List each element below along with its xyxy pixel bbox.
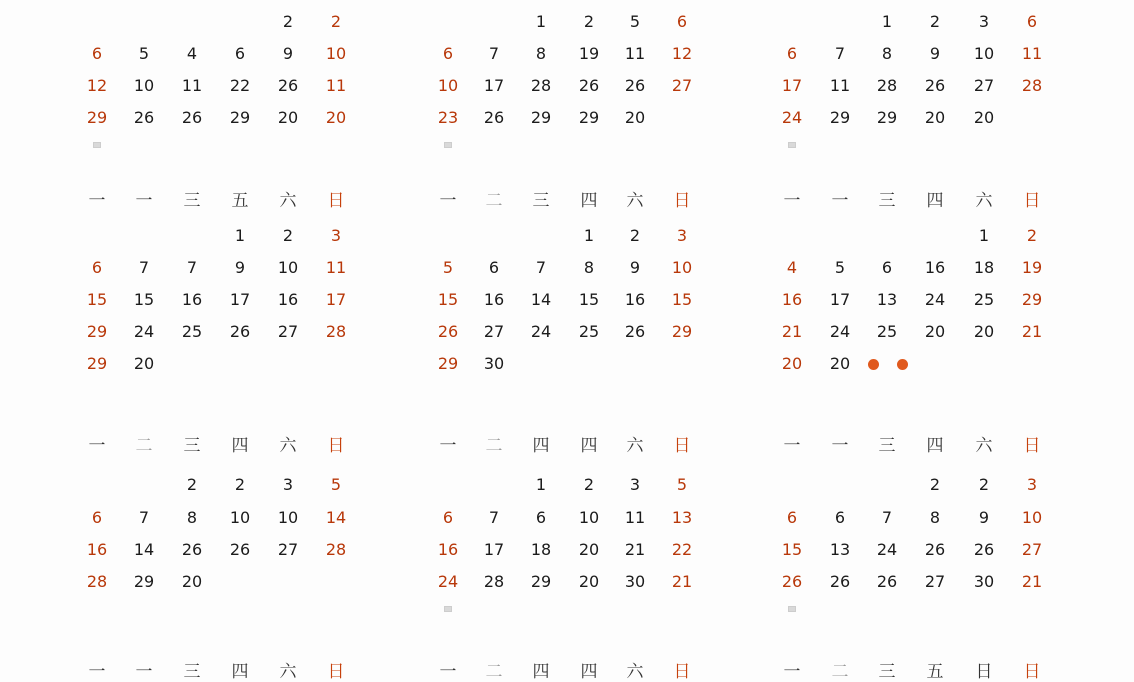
day-cell[interactable]: 26 [924, 540, 946, 559]
day-cell[interactable]: 20 [181, 572, 203, 591]
weekday-label: 六 [975, 191, 993, 211]
day-cell[interactable]: 25 [181, 322, 203, 341]
day-cell[interactable]: 16 [924, 258, 946, 277]
day-cell[interactable]: 20 [325, 108, 347, 127]
day-cell[interactable]: 20 [624, 108, 646, 127]
day-cell[interactable]: 10 [133, 76, 155, 95]
weekday-label: 一 [831, 191, 849, 211]
day-cell[interactable]: 19 [1021, 258, 1043, 277]
day-cell[interactable]: 21 [1021, 322, 1043, 341]
day-cell[interactable]: 20 [133, 354, 155, 373]
day-cell[interactable]: 6 [786, 44, 798, 63]
day-cell[interactable]: 13 [876, 290, 898, 309]
day-cell[interactable]: 27 [1021, 540, 1043, 559]
day-cell[interactable]: 29 [829, 108, 851, 127]
weekday-label: 四 [580, 191, 598, 211]
weekday-label: 一 [88, 662, 106, 682]
weekday-label: 四 [926, 191, 944, 211]
day-cell[interactable]: 23 [437, 108, 459, 127]
day-cell[interactable]: 28 [1021, 76, 1043, 95]
day-cell[interactable]: 7 [834, 44, 846, 63]
weekday-label: 三 [878, 191, 896, 211]
weekday-label: 三 [183, 436, 201, 456]
day-cell[interactable]: 10 [1021, 508, 1043, 527]
day-cell[interactable]: 25 [578, 322, 600, 341]
day-cell[interactable]: 22 [229, 76, 251, 95]
day-cell[interactable]: 16 [181, 290, 203, 309]
day-cell[interactable]: 6 [91, 44, 103, 63]
weekday-label: 二 [485, 662, 503, 682]
day-cell[interactable]: 11 [829, 76, 851, 95]
day-cell[interactable]: 2 [929, 12, 941, 31]
day-cell[interactable]: 1 [535, 475, 547, 494]
day-cell[interactable]: 20 [578, 540, 600, 559]
day-cell[interactable]: 24 [924, 290, 946, 309]
weekday-label: 一 [439, 436, 457, 456]
day-cell[interactable]: 2 [629, 226, 641, 245]
day-cell[interactable]: 30 [973, 572, 995, 591]
day-cell[interactable]: 21 [624, 540, 646, 559]
day-cell[interactable]: 17 [829, 290, 851, 309]
weekday-label: 日 [327, 191, 345, 211]
day-cell[interactable]: 11 [181, 76, 203, 95]
day-cell[interactable]: 24 [829, 322, 851, 341]
day-cell[interactable]: 13 [829, 540, 851, 559]
weekday-label: 四 [580, 436, 598, 456]
day-cell[interactable]: 26 [229, 322, 251, 341]
day-cell[interactable]: 29 [876, 108, 898, 127]
note-marker-icon [444, 606, 452, 612]
day-cell[interactable]: 8 [881, 44, 893, 63]
weekday-label: 日 [673, 662, 691, 682]
day-cell[interactable]: 6 [881, 258, 893, 277]
weekday-label: 一 [439, 191, 457, 211]
day-cell[interactable]: 29 [229, 108, 251, 127]
weekday-label: 日 [1023, 191, 1041, 211]
day-cell[interactable]: 25 [973, 290, 995, 309]
day-cell[interactable]: 27 [924, 572, 946, 591]
day-cell[interactable]: 6 [488, 258, 500, 277]
day-cell[interactable]: 10 [277, 258, 299, 277]
weekday-label: 四 [532, 662, 550, 682]
day-cell[interactable]: 1 [234, 226, 246, 245]
weekday-label: 六 [279, 436, 297, 456]
day-cell[interactable]: 28 [325, 540, 347, 559]
event-dot-icon[interactable] [868, 359, 879, 370]
day-cell[interactable]: 5 [676, 475, 688, 494]
day-cell[interactable]: 26 [483, 108, 505, 127]
day-cell[interactable]: 20 [781, 354, 803, 373]
day-cell[interactable]: 22 [671, 540, 693, 559]
day-cell[interactable]: 9 [282, 44, 294, 63]
day-cell[interactable]: 16 [781, 290, 803, 309]
day-cell[interactable]: 10 [437, 76, 459, 95]
day-cell[interactable]: 10 [277, 508, 299, 527]
day-cell[interactable]: 16 [437, 540, 459, 559]
day-cell[interactable]: 29 [86, 322, 108, 341]
note-marker-icon [93, 142, 101, 148]
weekday-label: 日 [327, 436, 345, 456]
day-cell[interactable]: 13 [671, 508, 693, 527]
day-cell[interactable]: 26 [973, 540, 995, 559]
day-cell[interactable]: 3 [629, 475, 641, 494]
day-cell[interactable]: 29 [671, 322, 693, 341]
day-cell[interactable]: 26 [229, 540, 251, 559]
day-cell[interactable]: 5 [330, 475, 342, 494]
day-cell[interactable]: 26 [277, 76, 299, 95]
weekday-label: 五 [231, 191, 249, 211]
day-cell[interactable]: 28 [86, 572, 108, 591]
weekday-label: 六 [975, 436, 993, 456]
day-cell[interactable]: 24 [876, 540, 898, 559]
day-cell[interactable]: 11 [624, 44, 646, 63]
day-cell[interactable]: 11 [325, 76, 347, 95]
weekday-label: 日 [673, 191, 691, 211]
day-cell[interactable]: 6 [834, 508, 846, 527]
day-cell[interactable]: 11 [624, 508, 646, 527]
day-cell[interactable]: 27 [973, 76, 995, 95]
day-cell[interactable]: 3 [978, 12, 990, 31]
day-cell[interactable]: 3 [676, 226, 688, 245]
weekday-label: 一 [88, 436, 106, 456]
day-cell[interactable]: 29 [578, 108, 600, 127]
weekday-label: 四 [926, 436, 944, 456]
day-cell[interactable]: 26 [876, 572, 898, 591]
weekday-label: 四 [580, 662, 598, 682]
day-cell[interactable]: 26 [924, 76, 946, 95]
day-cell[interactable]: 5 [629, 12, 641, 31]
weekday-label: 二 [485, 436, 503, 456]
day-cell[interactable]: 1 [881, 12, 893, 31]
day-cell[interactable]: 2 [282, 12, 294, 31]
weekday-label: 一 [783, 662, 801, 682]
day-cell[interactable]: 15 [578, 290, 600, 309]
day-cell[interactable]: 24 [437, 572, 459, 591]
day-cell[interactable]: 16 [483, 290, 505, 309]
day-cell[interactable]: 21 [781, 322, 803, 341]
day-cell[interactable]: 26 [181, 108, 203, 127]
day-cell[interactable]: 30 [624, 572, 646, 591]
day-cell[interactable]: 20 [578, 572, 600, 591]
day-cell[interactable]: 15 [133, 290, 155, 309]
day-cell[interactable]: 2 [330, 12, 342, 31]
day-cell[interactable]: 6 [91, 258, 103, 277]
day-cell[interactable]: 7 [535, 258, 547, 277]
day-cell[interactable]: 8 [929, 508, 941, 527]
day-cell[interactable]: 9 [629, 258, 641, 277]
day-cell[interactable]: 3 [330, 226, 342, 245]
day-cell[interactable]: 6 [676, 12, 688, 31]
weekday-label: 四 [231, 662, 249, 682]
day-cell[interactable]: 11 [1021, 44, 1043, 63]
weekday-label: 二 [831, 662, 849, 682]
day-cell[interactable]: 26 [624, 76, 646, 95]
day-cell[interactable]: 29 [437, 354, 459, 373]
weekday-label: 三 [878, 436, 896, 456]
day-cell[interactable]: 10 [671, 258, 693, 277]
weekday-label: 一 [783, 436, 801, 456]
weekday-label: 日 [327, 662, 345, 682]
weekday-label: 二 [135, 436, 153, 456]
day-cell[interactable]: 26 [829, 572, 851, 591]
day-cell[interactable]: 21 [671, 572, 693, 591]
day-cell[interactable]: 18 [530, 540, 552, 559]
day-cell[interactable]: 27 [277, 322, 299, 341]
day-cell[interactable]: 27 [483, 322, 505, 341]
day-cell[interactable]: 24 [781, 108, 803, 127]
day-cell[interactable]: 27 [277, 540, 299, 559]
day-cell[interactable]: 8 [186, 508, 198, 527]
day-cell[interactable]: 7 [186, 258, 198, 277]
day-cell[interactable]: 28 [483, 572, 505, 591]
weekday-label: 一 [135, 191, 153, 211]
day-cell[interactable]: 18 [973, 258, 995, 277]
day-cell[interactable]: 26 [624, 322, 646, 341]
weekday-label: 二 [485, 191, 503, 211]
day-cell[interactable]: 17 [483, 540, 505, 559]
weekday-label: 四 [231, 436, 249, 456]
weekday-label: 六 [626, 436, 644, 456]
day-cell[interactable]: 26 [578, 76, 600, 95]
day-cell[interactable]: 24 [530, 322, 552, 341]
day-cell[interactable]: 28 [530, 76, 552, 95]
weekday-label: 一 [831, 436, 849, 456]
day-cell[interactable]: 2 [583, 12, 595, 31]
day-cell[interactable]: 25 [876, 322, 898, 341]
day-cell[interactable]: 26 [437, 322, 459, 341]
day-cell[interactable]: 17 [483, 76, 505, 95]
day-cell[interactable]: 29 [530, 108, 552, 127]
day-cell[interactable]: 14 [133, 540, 155, 559]
day-cell[interactable]: 20 [973, 108, 995, 127]
day-cell[interactable]: 17 [325, 290, 347, 309]
note-marker-icon [788, 606, 796, 612]
day-cell[interactable]: 15 [671, 290, 693, 309]
day-cell[interactable]: 8 [583, 258, 595, 277]
day-cell[interactable]: 7 [488, 508, 500, 527]
day-cell[interactable]: 26 [781, 572, 803, 591]
day-cell[interactable]: 6 [442, 44, 454, 63]
note-marker-icon [788, 142, 796, 148]
day-cell[interactable]: 9 [978, 508, 990, 527]
day-cell[interactable]: 15 [781, 540, 803, 559]
day-cell[interactable]: 8 [535, 44, 547, 63]
day-cell[interactable]: 29 [133, 572, 155, 591]
weekday-label: 日 [975, 662, 993, 682]
day-cell[interactable]: 4 [786, 258, 798, 277]
weekday-label: 六 [626, 662, 644, 682]
day-cell[interactable]: 2 [282, 226, 294, 245]
day-cell[interactable]: 1 [583, 226, 595, 245]
day-cell[interactable]: 16 [624, 290, 646, 309]
day-cell[interactable]: 14 [325, 508, 347, 527]
day-cell[interactable]: 7 [881, 508, 893, 527]
weekday-label: 一 [135, 662, 153, 682]
day-cell[interactable]: 29 [530, 572, 552, 591]
day-cell[interactable]: 29 [86, 108, 108, 127]
day-cell[interactable]: 2 [929, 475, 941, 494]
weekday-label: 日 [1023, 662, 1041, 682]
day-cell[interactable]: 20 [829, 354, 851, 373]
weekday-label: 三 [183, 662, 201, 682]
weekday-label: 六 [279, 662, 297, 682]
weekday-label: 三 [183, 191, 201, 211]
day-cell[interactable]: 15 [86, 290, 108, 309]
day-cell[interactable]: 7 [488, 44, 500, 63]
day-cell[interactable]: 3 [282, 475, 294, 494]
weekday-label: 五 [926, 662, 944, 682]
day-cell[interactable]: 6 [442, 508, 454, 527]
weekday-label: 日 [673, 436, 691, 456]
day-cell[interactable]: 20 [277, 108, 299, 127]
day-cell[interactable]: 6 [1026, 12, 1038, 31]
day-cell[interactable]: 2 [186, 475, 198, 494]
weekday-label: 六 [626, 191, 644, 211]
day-cell[interactable]: 26 [133, 108, 155, 127]
day-cell[interactable]: 2 [583, 475, 595, 494]
day-cell[interactable]: 5 [138, 44, 150, 63]
day-cell[interactable]: 6 [535, 508, 547, 527]
day-cell[interactable]: 12 [671, 44, 693, 63]
day-cell[interactable]: 16 [277, 290, 299, 309]
day-cell[interactable]: 2 [1026, 226, 1038, 245]
day-cell[interactable]: 5 [834, 258, 846, 277]
day-cell[interactable]: 4 [186, 44, 198, 63]
day-cell[interactable]: 1 [978, 226, 990, 245]
day-cell[interactable]: 16 [86, 540, 108, 559]
day-cell[interactable]: 7 [138, 258, 150, 277]
day-cell[interactable]: 10 [973, 44, 995, 63]
weekday-label: 一 [783, 191, 801, 211]
day-cell[interactable]: 6 [91, 508, 103, 527]
day-cell[interactable]: 2 [978, 475, 990, 494]
day-cell[interactable]: 26 [181, 540, 203, 559]
day-cell[interactable]: 2 [234, 475, 246, 494]
day-cell[interactable]: 10 [229, 508, 251, 527]
weekday-label: 四 [532, 436, 550, 456]
day-cell[interactable]: 11 [325, 258, 347, 277]
day-cell[interactable]: 10 [325, 44, 347, 63]
day-cell[interactable]: 17 [229, 290, 251, 309]
day-cell[interactable]: 14 [530, 290, 552, 309]
day-cell[interactable]: 9 [234, 258, 246, 277]
day-cell[interactable]: 6 [234, 44, 246, 63]
weekday-label: 日 [1023, 436, 1041, 456]
event-dot-icon[interactable] [897, 359, 908, 370]
weekday-label: 一 [88, 191, 106, 211]
weekday-label: 三 [532, 191, 550, 211]
day-cell[interactable]: 19 [578, 44, 600, 63]
day-cell[interactable]: 5 [442, 258, 454, 277]
day-cell[interactable]: 12 [86, 76, 108, 95]
day-cell[interactable]: 30 [483, 354, 505, 373]
day-cell[interactable]: 24 [133, 322, 155, 341]
day-cell[interactable]: 29 [1021, 290, 1043, 309]
day-cell[interactable]: 3 [1026, 475, 1038, 494]
day-cell[interactable]: 20 [924, 322, 946, 341]
day-cell[interactable]: 21 [1021, 572, 1043, 591]
weekday-label: 六 [279, 191, 297, 211]
day-cell[interactable]: 29 [86, 354, 108, 373]
day-cell[interactable]: 6 [786, 508, 798, 527]
day-cell[interactable]: 28 [325, 322, 347, 341]
day-cell[interactable]: 27 [671, 76, 693, 95]
day-cell[interactable]: 9 [929, 44, 941, 63]
day-cell[interactable]: 10 [578, 508, 600, 527]
day-cell[interactable]: 20 [973, 322, 995, 341]
day-cell[interactable]: 28 [876, 76, 898, 95]
weekday-label: 三 [878, 662, 896, 682]
weekday-label: 一 [439, 662, 457, 682]
note-marker-icon [444, 142, 452, 148]
day-cell[interactable]: 17 [781, 76, 803, 95]
day-cell[interactable]: 1 [535, 12, 547, 31]
day-cell[interactable]: 7 [138, 508, 150, 527]
day-cell[interactable]: 20 [924, 108, 946, 127]
day-cell[interactable]: 15 [437, 290, 459, 309]
